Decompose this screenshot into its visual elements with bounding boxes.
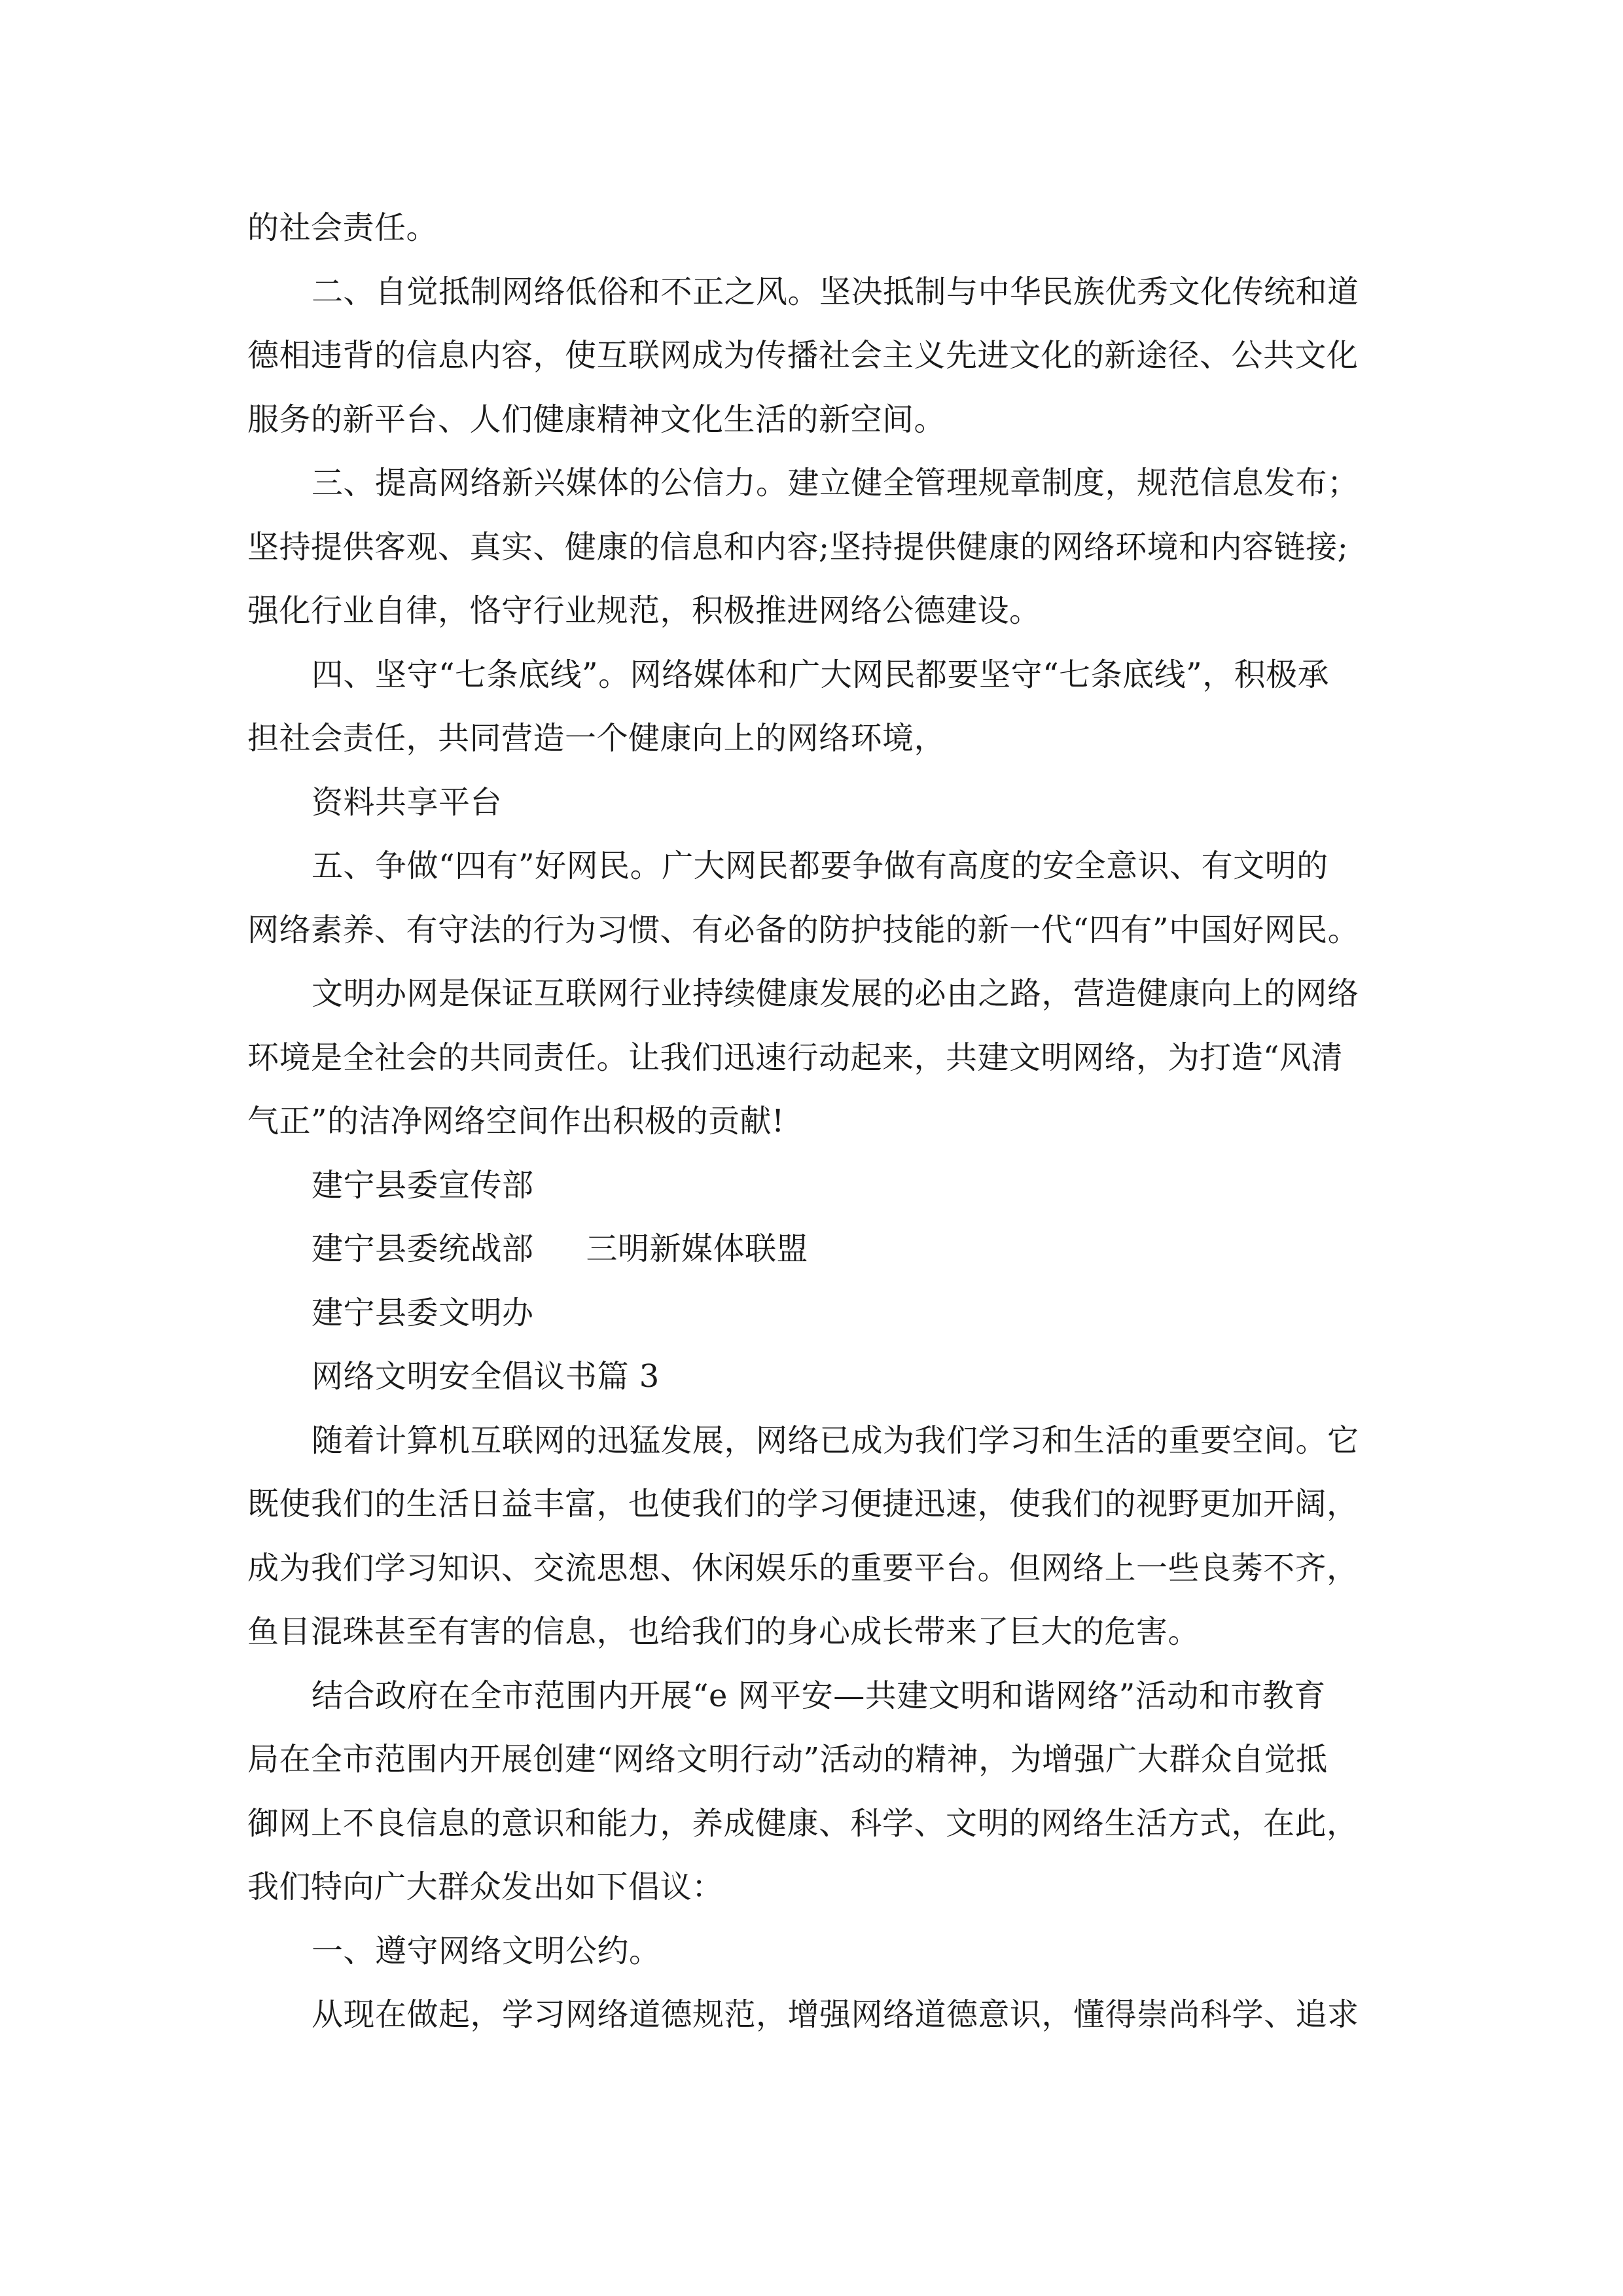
signature-org: 建宁县委宣传部 [312,1166,534,1204]
list-heading: 一、遵守网络文明公约。 [312,1932,661,1969]
paragraph-2-start: 二、自觉抵制网络低俗和不正之风。坚决抵制与中华民族优秀文化传统和道 [312,273,1359,310]
text-line: 气正”的洁净网络空间作出积极的贡献! [247,1103,785,1139]
text-line: 强化行业自律，恪守行业规范，积极推进网络公德建设。 [247,592,1041,629]
signature-org: 建宁县委统战部 [312,1230,534,1267]
paragraph-start: 从现在做起，学习网络道德规范，增强网络道德意识，懂得崇尚科学、追求 [312,1996,1359,2033]
paragraph-3-start: 三、提高网络新兴媒体的公信力。建立健全管理规章制度，规范信息发布； [312,465,1359,501]
section-title: 网络文明安全倡议书篇 3 [312,1358,660,1395]
paragraph-4-start: 四、坚守“七条底线”。网络媒体和广大网民都要坚守“七条底线”，积极承 [312,656,1330,693]
signature-org: 三明新媒体联盟 [586,1230,809,1267]
text-line: 网络素养、有守法的行为习惯、有必备的防护技能的新一代“四有”中国好网民。 [247,911,1360,948]
watermark-text-line: 资料共享平台 [312,783,503,821]
text-line: 担社会责任，共同营造一个健康向上的网络环境， [247,720,946,757]
signature-org: 建宁县委文明办 [312,1294,534,1331]
text-line: 局在全市范围内开展创建“网络文明行动”活动的精神，为增强广大群众自觉抵 [247,1741,1328,1778]
text-line: 我们特向广大群众发出如下倡议： [247,1869,724,1905]
closing-paragraph-start: 文明办网是保证互联网行业持续健康发展的必由之路，营造健康向上的网络 [312,975,1359,1012]
document-body [247,196,1381,2047]
signature-line [247,1217,1381,1282]
paragraph-5-start: 五、争做“四有”好网民。广大网民都要争做有高度的安全意识、有文明的 [312,848,1329,884]
text-line: 坚持提供客观、真实、健康的信息和内容;坚持提供健康的网络环境和内容链接; [247,528,1349,565]
text-line: 的社会责任。 [247,209,438,246]
text-line: 御网上不良信息的意识和能力，养成健康、科学、文明的网络生活方式，在此， [247,1804,1359,1842]
paragraph-start: 随着计算机互联网的迅猛发展，网络已成为我们学习和生活的重要空间。它 [312,1422,1359,1459]
text-line: 既使我们的生活日益丰富，也使我们的学习便捷迅速，使我们的视野更加开阔， [247,1486,1359,1522]
signature-line [247,1154,1381,1218]
text-line: 环境是全社会的共同责任。让我们迅速行动起来，共建文明网络，为打造“风清 [247,1039,1344,1076]
text-line: 德相违背的信息内容，使互联网成为传播社会主义先进文化的新途径、公共文化 [247,337,1359,374]
text-line: 鱼目混珠甚至有害的信息，也给我们的身心成长带来了巨大的危害。 [247,1613,1200,1650]
paragraph-start: 结合政府在全市范围内开展“e 网平安—共建文明和谐网络”活动和市教育 [312,1677,1326,1714]
signature-line [247,1282,1381,1346]
text-line: 成为我们学习知识、交流思想、休闲娱乐的重要平台。但网络上一些良莠不齐， [247,1549,1359,1587]
text-line: 服务的新平台、人们健康精神文化生活的新空间。 [247,401,946,438]
